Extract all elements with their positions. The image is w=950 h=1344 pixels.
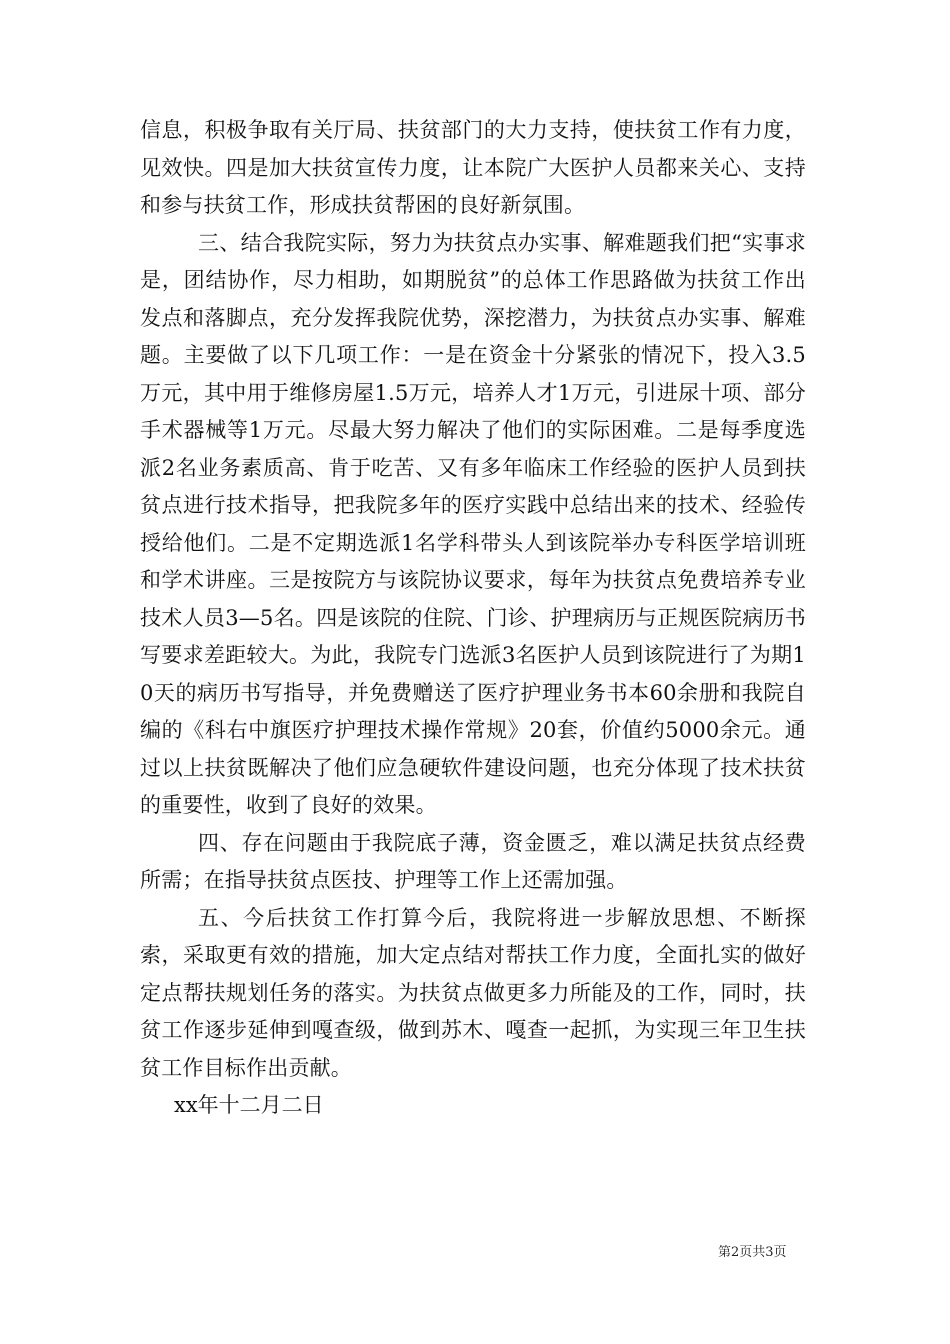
paragraph-section-five: 五、今后扶贫工作打算今后，我院将进一步解放思想、不断探索，采取更有效的措施，加大定点结对帮扶工作力度，全面扎实的做好定点帮扶规划任务的落实。为扶贫点做更多力所能及的工作，同时，扶贫工作逐步延伸到嘎查级，做到苏木、嘎查一起抓，为实现三年卫生扶贫工作目标作出贡献。 — [140, 905, 806, 1080]
paragraph-continuation: 信息，积极争取有关厅局、扶贫部门的大力支持，使扶贫工作有力度，见效快。四是加大扶贫宣传力度，让本院广大医护人员都来关心、支持和参与扶贫工作，形成扶贫帮困的良好新氛围。 — [140, 118, 806, 217]
document-date: xx年十二月二日 — [174, 1093, 324, 1117]
page-number-footer: 第2页共3页 — [718, 1245, 787, 1260]
document-body — [140, 112, 806, 1125]
paragraph-section-three: 三、结合我院实际，努力为扶贫点办实事、解难题我们把“实事求是，团结协作，尽力相助，如期脱贫”的总体工作思路做为扶贫工作出发点和落脚点，充分发挥我院优势，深挖潜力，为扶贫点办实事、解难题。主要做了以下几项工作：一是在资金十分紧张的情况下，投入3.5万元，其中用于维修房屋1.5万元，培养人才1万元，引进尿十项、部分手术器械等1万元。尽最大努力解决了他们的实际困难。二是每季度选派2名业务素质高、肯于吃苦、又有多年临床工作经验的医护人员到扶贫点进行技术指导，把我院多年的医疗实践中总结出来的技术、经验传授给他们。二是不定期选派1名学科带头人到该院举办专科医学培训班和学术讲座。三是按院方与该院协议要求，每年为扶贫点免费培养专业技术人员3—5名。四是该院的住院、门诊、护理病历与正规医院病历书写要求差距较大。为此，我院专门选派3名医护人员到该院进行了为期10天的病历书写指导，并免费赠送了医疗护理业务书本60余册和我院自编的《科右中旗医疗护理技术操作常规》20套，价值约5000余元。通过以上扶贫既解决了他们应急硬软件建设问题，也充分体现了技术扶贫的重要性，收到了良好的效果。 — [140, 230, 806, 817]
paragraph-section-four: 四、存在问题由于我院底子薄，资金匮乏，难以满足扶贫点经费所需；在指导扶贫点医技、护理等工作上还需加强。 — [140, 830, 806, 892]
